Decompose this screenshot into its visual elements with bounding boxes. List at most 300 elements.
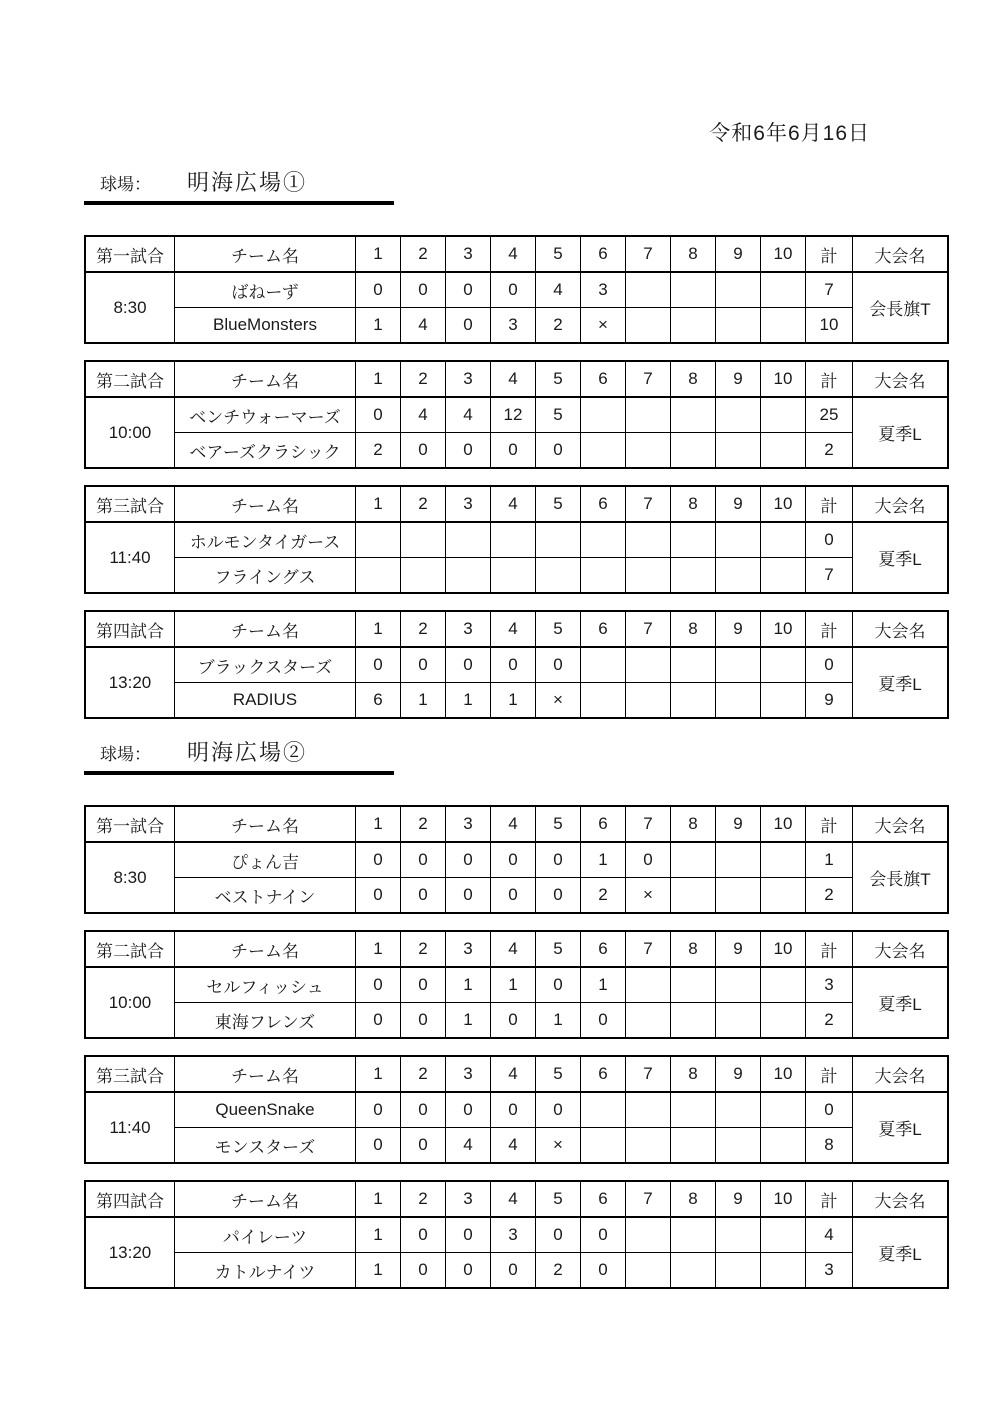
inning-header: 5 xyxy=(536,486,581,522)
inning-score: 1 xyxy=(491,683,536,719)
inning-score xyxy=(716,1092,761,1128)
inning-header: 8 xyxy=(671,1056,716,1092)
inning-header: 2 xyxy=(401,1056,446,1092)
team-row xyxy=(85,1253,948,1289)
tournament-name: 夏季L xyxy=(853,1092,949,1163)
inning-score: 0 xyxy=(401,1128,446,1164)
team-total: 4 xyxy=(806,1217,853,1253)
game-number-label: 第四試合 xyxy=(85,1181,175,1217)
inning-header: 4 xyxy=(491,236,536,272)
inning-score xyxy=(716,842,761,878)
game-table xyxy=(84,805,949,914)
inning-score: 0 xyxy=(536,1092,581,1128)
team-name: フライングス xyxy=(175,558,356,594)
inning-header: 8 xyxy=(671,236,716,272)
inning-header: 9 xyxy=(716,806,761,842)
team-row xyxy=(85,647,948,683)
inning-score: 0 xyxy=(446,1217,491,1253)
inning-score: 0 xyxy=(446,1092,491,1128)
inning-score xyxy=(671,1128,716,1164)
tournament-header: 大会名 xyxy=(853,611,949,647)
team-row xyxy=(85,1128,948,1164)
inning-score xyxy=(581,522,626,558)
inning-score xyxy=(716,1253,761,1289)
inning-header: 9 xyxy=(716,611,761,647)
inning-header: 4 xyxy=(491,931,536,967)
team-row xyxy=(85,558,948,594)
team-total: 3 xyxy=(806,967,853,1003)
game-time: 13:20 xyxy=(85,1217,175,1288)
inning-header: 3 xyxy=(446,1056,491,1092)
team-name: ブラックスターズ xyxy=(175,647,356,683)
game-time: 10:00 xyxy=(85,397,175,468)
inning-score: 0 xyxy=(536,433,581,469)
team-row xyxy=(85,683,948,719)
game-time: 11:40 xyxy=(85,1092,175,1163)
inning-score: 4 xyxy=(491,1128,536,1164)
team-name-header: チーム名 xyxy=(175,611,356,647)
game-table xyxy=(84,610,949,719)
inning-score xyxy=(671,272,716,308)
inning-header: 9 xyxy=(716,1056,761,1092)
team-total: 25 xyxy=(806,397,853,433)
game-time: 8:30 xyxy=(85,272,175,343)
inning-score: 1 xyxy=(581,967,626,1003)
inning-score xyxy=(761,558,806,594)
inning-score: 0 xyxy=(446,272,491,308)
inning-header: 4 xyxy=(491,486,536,522)
game-table-body xyxy=(85,361,948,468)
game-time: 8:30 xyxy=(85,842,175,913)
inning-score: 0 xyxy=(356,272,401,308)
game-table-body xyxy=(85,1181,948,1288)
inning-header: 5 xyxy=(536,1181,581,1217)
inning-header: 1 xyxy=(356,611,401,647)
inning-score: 0 xyxy=(401,967,446,1003)
inning-score xyxy=(626,433,671,469)
team-row xyxy=(85,397,948,433)
inning-header: 3 xyxy=(446,931,491,967)
total-header: 計 xyxy=(806,486,853,522)
inning-header: 9 xyxy=(716,236,761,272)
game-number-label: 第三試合 xyxy=(85,1056,175,1092)
header-row xyxy=(85,361,948,397)
inning-header: 6 xyxy=(581,1056,626,1092)
inning-score xyxy=(716,683,761,719)
venue-name: 明海広場② xyxy=(187,740,308,765)
game-number-label: 第一試合 xyxy=(85,236,175,272)
team-name-header: チーム名 xyxy=(175,806,356,842)
inning-score: 6 xyxy=(356,683,401,719)
inning-score xyxy=(626,683,671,719)
inning-score: 1 xyxy=(356,1217,401,1253)
inning-header: 8 xyxy=(671,931,716,967)
inning-score: 0 xyxy=(536,1217,581,1253)
inning-score xyxy=(761,647,806,683)
total-header: 計 xyxy=(806,361,853,397)
header-row xyxy=(85,236,948,272)
tournament-header: 大会名 xyxy=(853,486,949,522)
inning-score: × xyxy=(536,683,581,719)
inning-header: 10 xyxy=(761,1181,806,1217)
team-row xyxy=(85,1217,948,1253)
inning-header: 1 xyxy=(356,361,401,397)
game-table-body xyxy=(85,236,948,343)
inning-score: 0 xyxy=(356,1092,401,1128)
inning-score: 0 xyxy=(491,1253,536,1289)
inning-header: 6 xyxy=(581,931,626,967)
team-total: 2 xyxy=(806,1003,853,1039)
inning-score xyxy=(626,1217,671,1253)
total-header: 計 xyxy=(806,806,853,842)
inning-score xyxy=(626,1253,671,1289)
team-name: RADIUS xyxy=(175,683,356,719)
inning-score xyxy=(626,522,671,558)
inning-score: 0 xyxy=(536,967,581,1003)
inning-score xyxy=(671,558,716,594)
tournament-name: 会長旗T xyxy=(853,272,949,343)
inning-header: 4 xyxy=(491,1056,536,1092)
tournament-name: 夏季L xyxy=(853,967,949,1038)
inning-header: 5 xyxy=(536,236,581,272)
team-row xyxy=(85,967,948,1003)
team-total: 3 xyxy=(806,1253,853,1289)
document-date: 令和6年6月16日 xyxy=(709,122,870,145)
inning-score xyxy=(671,683,716,719)
inning-score: 0 xyxy=(446,308,491,344)
inning-header: 4 xyxy=(491,361,536,397)
team-name: 東海フレンズ xyxy=(175,1003,356,1039)
inning-score: 2 xyxy=(581,878,626,914)
inning-header: 3 xyxy=(446,486,491,522)
inning-score: 4 xyxy=(446,397,491,433)
inning-score: 1 xyxy=(581,842,626,878)
game-table-body xyxy=(85,611,948,718)
inning-score: 0 xyxy=(581,1253,626,1289)
team-name: QueenSnake xyxy=(175,1092,356,1128)
team-row xyxy=(85,522,948,558)
inning-score xyxy=(626,558,671,594)
inning-score: 0 xyxy=(401,433,446,469)
inning-header: 4 xyxy=(491,1181,536,1217)
inning-score xyxy=(761,1092,806,1128)
inning-score xyxy=(626,647,671,683)
inning-score xyxy=(626,1128,671,1164)
inning-score xyxy=(716,1128,761,1164)
venue-label: 球場： xyxy=(100,745,151,764)
inning-score xyxy=(671,433,716,469)
team-name: セルフィッシュ xyxy=(175,967,356,1003)
inning-score xyxy=(761,842,806,878)
header-row xyxy=(85,1181,948,1217)
header-row xyxy=(85,486,948,522)
inning-score: 5 xyxy=(536,397,581,433)
tournament-name: 夏季L xyxy=(853,1217,949,1288)
team-row xyxy=(85,272,948,308)
game-table-body xyxy=(85,806,948,913)
game-table xyxy=(84,1180,949,1289)
inning-score: 1 xyxy=(446,683,491,719)
header-row xyxy=(85,931,948,967)
inning-header: 2 xyxy=(401,931,446,967)
inning-score xyxy=(626,1092,671,1128)
game-table-body xyxy=(85,931,948,1038)
inning-header: 6 xyxy=(581,1181,626,1217)
inning-header: 6 xyxy=(581,611,626,647)
inning-score: 0 xyxy=(626,842,671,878)
inning-score: 0 xyxy=(446,878,491,914)
tournament-name: 夏季L xyxy=(853,397,949,468)
inning-score xyxy=(671,1217,716,1253)
inning-header: 1 xyxy=(356,1056,401,1092)
inning-score xyxy=(716,878,761,914)
venue-section xyxy=(84,736,931,1289)
game-number-label: 第二試合 xyxy=(85,361,175,397)
team-name: モンスターズ xyxy=(175,1128,356,1164)
inning-header: 10 xyxy=(761,611,806,647)
inning-score: 0 xyxy=(491,433,536,469)
inning-score xyxy=(356,558,401,594)
inning-score: 0 xyxy=(356,397,401,433)
team-name-header: チーム名 xyxy=(175,931,356,967)
inning-score xyxy=(581,397,626,433)
venues-container xyxy=(84,166,931,1289)
game-table-body xyxy=(85,486,948,593)
game-table xyxy=(84,485,949,594)
team-name: ホルモンタイガース xyxy=(175,522,356,558)
inning-header: 5 xyxy=(536,931,581,967)
inning-score xyxy=(581,1092,626,1128)
inning-header: 3 xyxy=(446,236,491,272)
team-name: ぴょん吉 xyxy=(175,842,356,878)
venue-label: 球場： xyxy=(100,175,151,194)
inning-score: 0 xyxy=(446,433,491,469)
game-number-label: 第二試合 xyxy=(85,931,175,967)
inning-score: 1 xyxy=(491,967,536,1003)
inning-header: 10 xyxy=(761,361,806,397)
inning-score xyxy=(626,272,671,308)
inning-score: 0 xyxy=(491,647,536,683)
venue-name: 明海広場① xyxy=(187,170,308,195)
inning-score xyxy=(671,647,716,683)
team-name: ベアーズクラシック xyxy=(175,433,356,469)
inning-score: 4 xyxy=(401,397,446,433)
inning-score xyxy=(536,558,581,594)
inning-score: 0 xyxy=(401,878,446,914)
inning-score: 1 xyxy=(446,967,491,1003)
inning-score: 3 xyxy=(491,308,536,344)
game-number-label: 第三試合 xyxy=(85,486,175,522)
venue-section xyxy=(84,166,931,719)
total-header: 計 xyxy=(806,611,853,647)
team-row xyxy=(85,433,948,469)
inning-header: 4 xyxy=(491,611,536,647)
game-number-label: 第四試合 xyxy=(85,611,175,647)
inning-header: 7 xyxy=(626,361,671,397)
game-time: 10:00 xyxy=(85,967,175,1038)
venue-header xyxy=(84,736,394,775)
team-name-header: チーム名 xyxy=(175,361,356,397)
inning-score: 0 xyxy=(581,1217,626,1253)
inning-score xyxy=(356,522,401,558)
team-row xyxy=(85,308,948,344)
tournament-name: 夏季L xyxy=(853,522,949,593)
inning-score: 3 xyxy=(581,272,626,308)
inning-score: 0 xyxy=(356,878,401,914)
team-total: 9 xyxy=(806,683,853,719)
inning-score xyxy=(491,558,536,594)
inning-header: 7 xyxy=(626,1181,671,1217)
inning-score: 0 xyxy=(536,878,581,914)
inning-header: 1 xyxy=(356,1181,401,1217)
inning-header: 1 xyxy=(356,931,401,967)
team-total: 0 xyxy=(806,522,853,558)
inning-score: 12 xyxy=(491,397,536,433)
inning-score: 0 xyxy=(401,1003,446,1039)
inning-score xyxy=(671,522,716,558)
inning-header: 3 xyxy=(446,611,491,647)
inning-header: 3 xyxy=(446,1181,491,1217)
inning-score xyxy=(761,1003,806,1039)
inning-score xyxy=(401,522,446,558)
inning-score xyxy=(761,878,806,914)
game-number-label: 第一試合 xyxy=(85,806,175,842)
game-table xyxy=(84,235,949,344)
inning-score xyxy=(716,522,761,558)
inning-header: 9 xyxy=(716,361,761,397)
tournament-name: 夏季L xyxy=(853,647,949,718)
inning-header: 6 xyxy=(581,806,626,842)
inning-score: 0 xyxy=(356,647,401,683)
inning-score: 0 xyxy=(401,1253,446,1289)
inning-score xyxy=(581,1128,626,1164)
team-total: 7 xyxy=(806,558,853,594)
inning-header: 7 xyxy=(626,611,671,647)
inning-header: 10 xyxy=(761,1056,806,1092)
tournament-header: 大会名 xyxy=(853,1181,949,1217)
inning-score: 4 xyxy=(536,272,581,308)
team-name-header: チーム名 xyxy=(175,1181,356,1217)
inning-header: 10 xyxy=(761,806,806,842)
inning-score: 3 xyxy=(491,1217,536,1253)
inning-score: × xyxy=(626,878,671,914)
header-row xyxy=(85,611,948,647)
inning-header: 2 xyxy=(401,236,446,272)
inning-score xyxy=(761,1217,806,1253)
inning-score xyxy=(671,1092,716,1128)
inning-score xyxy=(716,647,761,683)
inning-score: 0 xyxy=(491,1092,536,1128)
inning-score: 0 xyxy=(401,842,446,878)
team-name: カトルナイツ xyxy=(175,1253,356,1289)
team-name-header: チーム名 xyxy=(175,236,356,272)
team-name-header: チーム名 xyxy=(175,1056,356,1092)
total-header: 計 xyxy=(806,1181,853,1217)
team-total: 1 xyxy=(806,842,853,878)
tournament-header: 大会名 xyxy=(853,361,949,397)
inning-score: 1 xyxy=(356,1253,401,1289)
inning-score xyxy=(716,308,761,344)
inning-score xyxy=(626,308,671,344)
inning-header: 2 xyxy=(401,361,446,397)
inning-header: 1 xyxy=(356,486,401,522)
inning-score xyxy=(671,308,716,344)
inning-score: 0 xyxy=(356,1128,401,1164)
team-name: ばねーず xyxy=(175,272,356,308)
inning-score: 0 xyxy=(491,1003,536,1039)
inning-score xyxy=(716,1003,761,1039)
inning-score xyxy=(716,397,761,433)
inning-header: 5 xyxy=(536,361,581,397)
game-time: 13:20 xyxy=(85,647,175,718)
total-header: 計 xyxy=(806,236,853,272)
team-total: 2 xyxy=(806,433,853,469)
team-name: BlueMonsters xyxy=(175,308,356,344)
inning-score: 0 xyxy=(491,878,536,914)
inning-score xyxy=(581,683,626,719)
inning-score xyxy=(671,878,716,914)
inning-header: 2 xyxy=(401,611,446,647)
inning-score xyxy=(761,683,806,719)
team-total: 8 xyxy=(806,1128,853,1164)
inning-header: 6 xyxy=(581,236,626,272)
inning-header: 2 xyxy=(401,486,446,522)
inning-header: 7 xyxy=(626,1056,671,1092)
inning-score xyxy=(446,558,491,594)
inning-score xyxy=(581,647,626,683)
inning-score: 2 xyxy=(536,1253,581,1289)
inning-header: 4 xyxy=(491,806,536,842)
inning-score: 0 xyxy=(536,842,581,878)
team-total: 10 xyxy=(806,308,853,344)
inning-score: 0 xyxy=(536,647,581,683)
inning-header: 8 xyxy=(671,486,716,522)
game-table-body xyxy=(85,1056,948,1163)
inning-score: 0 xyxy=(356,842,401,878)
tournament-header: 大会名 xyxy=(853,1056,949,1092)
inning-score: 0 xyxy=(356,1003,401,1039)
inning-header: 10 xyxy=(761,931,806,967)
inning-score: 4 xyxy=(401,308,446,344)
total-header: 計 xyxy=(806,1056,853,1092)
inning-score xyxy=(761,397,806,433)
inning-score xyxy=(491,522,536,558)
inning-score: 2 xyxy=(356,433,401,469)
team-total: 0 xyxy=(806,1092,853,1128)
team-total: 7 xyxy=(806,272,853,308)
inning-header: 7 xyxy=(626,806,671,842)
header-row xyxy=(85,1056,948,1092)
inning-header: 7 xyxy=(626,236,671,272)
inning-header: 7 xyxy=(626,931,671,967)
inning-header: 6 xyxy=(581,486,626,522)
game-table xyxy=(84,1055,949,1164)
inning-score: 2 xyxy=(536,308,581,344)
inning-score: 1 xyxy=(401,683,446,719)
inning-score xyxy=(536,522,581,558)
inning-score xyxy=(761,967,806,1003)
inning-score xyxy=(671,842,716,878)
inning-score: 0 xyxy=(581,1003,626,1039)
inning-score xyxy=(761,308,806,344)
inning-header: 3 xyxy=(446,361,491,397)
inning-header: 5 xyxy=(536,806,581,842)
inning-score xyxy=(761,1253,806,1289)
inning-score xyxy=(761,272,806,308)
inning-score: 0 xyxy=(446,842,491,878)
inning-score xyxy=(716,433,761,469)
inning-score: 1 xyxy=(356,308,401,344)
